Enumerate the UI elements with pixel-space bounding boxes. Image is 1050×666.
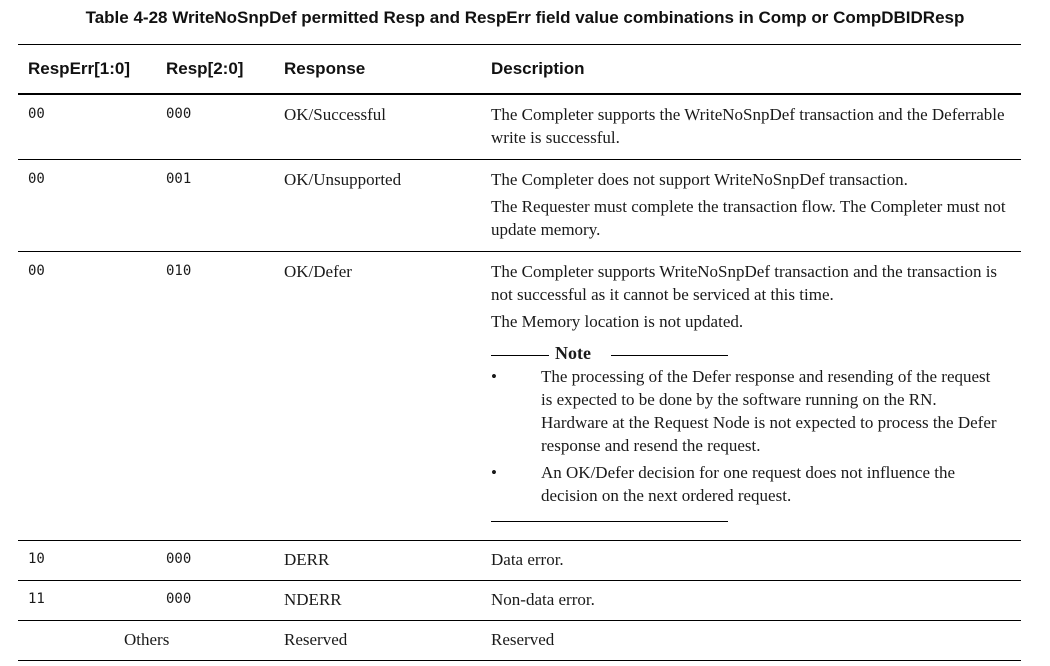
description-text: The Completer supports the WriteNoSnpDef transaction and the Deferrable write is successful. bbox=[491, 105, 1005, 147]
description-text: The Memory location is not updated. bbox=[491, 312, 744, 331]
description-cell bbox=[491, 581, 1021, 621]
note-item-text: The processing of the Defer response and resending of the request is expected to be done by the software running on the RN. Hardware at the Request Node is not expected to process the Defer response and resend the request. bbox=[541, 367, 997, 455]
bullet-icon: • bbox=[491, 463, 497, 482]
col-header-resp: Resp[2:0] bbox=[166, 59, 244, 78]
description-text: The Requester must complete the transaction flow. The Completer must not update memory. bbox=[491, 197, 1006, 239]
table-row bbox=[18, 160, 1021, 252]
resperr-cell: 11 bbox=[28, 591, 45, 607]
col-header-description: Description bbox=[491, 59, 585, 78]
note-block bbox=[491, 343, 997, 522]
description-cell bbox=[491, 621, 1021, 661]
table-row bbox=[18, 541, 1021, 581]
description-text: The Completer does not support WriteNoSnpDef transaction. bbox=[491, 170, 908, 189]
resp-cell: 000 bbox=[166, 106, 192, 122]
description-text: Reserved bbox=[491, 630, 555, 649]
resperr-cell: 00 bbox=[28, 106, 45, 122]
response-cell: NDERR bbox=[284, 590, 342, 609]
resperr-cell: 10 bbox=[28, 551, 45, 567]
col-header-response: Response bbox=[284, 59, 366, 78]
response-cell: Reserved bbox=[284, 630, 348, 649]
note-rule-right bbox=[611, 355, 728, 356]
description-text: Data error. bbox=[491, 550, 564, 569]
description-text: Non-data error. bbox=[491, 590, 595, 609]
description-cell bbox=[491, 541, 1021, 581]
resp-table bbox=[18, 44, 1021, 661]
header-row bbox=[18, 45, 1021, 95]
table-row bbox=[18, 252, 1021, 541]
resp-cell: 001 bbox=[166, 171, 192, 187]
response-cell: OK/Unsupported bbox=[284, 170, 402, 189]
note-rule-left bbox=[491, 355, 549, 356]
bullet-icon: • bbox=[491, 367, 497, 386]
note-item bbox=[491, 461, 1001, 507]
table-row bbox=[18, 94, 1021, 160]
table-title: Table 4-28 WriteNoSnpDef permitted Resp and RespErr field value combinations in Comp or CompDBIDResp bbox=[85, 8, 965, 27]
table-row bbox=[18, 621, 1021, 661]
note-item bbox=[491, 365, 1001, 457]
response-cell: OK/Successful bbox=[284, 105, 386, 124]
note-list bbox=[491, 365, 1001, 507]
col-header-resperr: RespErr[1:0] bbox=[28, 59, 131, 78]
resp-cell: 000 bbox=[166, 591, 192, 607]
note-header bbox=[491, 345, 728, 365]
description-text: The Completer supports WriteNoSnpDef transaction and the transaction is not successful as it cannot be serviced at this time. bbox=[491, 262, 998, 304]
response-cell: DERR bbox=[284, 550, 330, 569]
description-cell bbox=[491, 160, 1021, 252]
table-row bbox=[18, 581, 1021, 621]
note-label: Note bbox=[555, 343, 591, 363]
resperr-cell: 00 bbox=[28, 171, 45, 187]
response-cell: OK/Defer bbox=[284, 262, 352, 281]
resperr-cell: 00 bbox=[28, 263, 45, 279]
resp-cell: 010 bbox=[166, 263, 192, 279]
note-rule-bottom bbox=[491, 521, 728, 522]
resp-cell: 000 bbox=[166, 551, 192, 567]
others-cell: Others bbox=[124, 630, 170, 649]
note-item-text: An OK/Defer decision for one request does not influence the decision on the next ordered request. bbox=[541, 463, 956, 505]
description-cell bbox=[491, 252, 1021, 541]
description-cell bbox=[491, 94, 1021, 160]
